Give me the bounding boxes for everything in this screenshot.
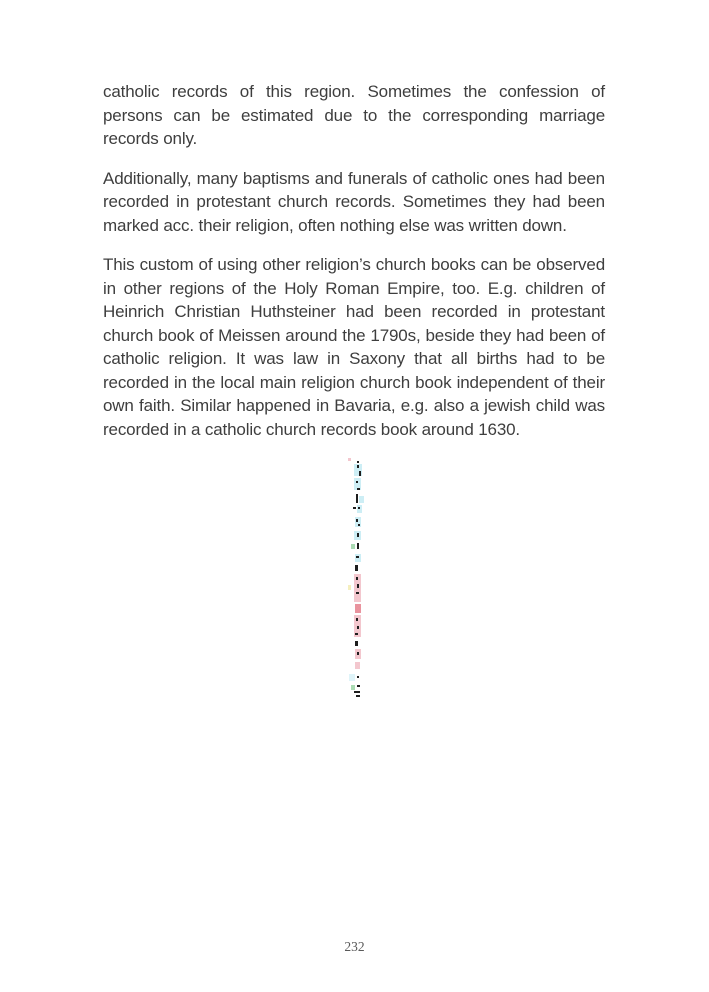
figure-pixel-mark <box>357 626 359 629</box>
figure-pixel-mark <box>356 556 359 558</box>
paragraph-3: This custom of using other religion’s church books can be observed in other regions of the Holy Roman Empire, too. E.g. children of Heinrich Christian Huthsteiner had been recorded in protestant church book of Meissen around the 1790s, beside they had been of catholic religion. It was law in Saxony that all births had to be recorded in the local main religion church book independent of their own faith. Similar happened in Bavaria, e.g. also a jewish child was recorded in a catholic church records book around 1630. <box>103 255 605 439</box>
figure-pixel-mark <box>357 465 359 468</box>
figure-pixel-mark <box>357 488 360 490</box>
figure-pixel-mark <box>355 565 358 571</box>
figure-pixel-mark <box>351 544 355 549</box>
figure-pixel-mark <box>358 524 360 526</box>
figure-pixel-mark <box>356 494 358 503</box>
figure-pixel-mark <box>356 592 359 594</box>
figure-pixel-mark <box>351 685 355 690</box>
figure-wrapper <box>103 457 605 697</box>
figure-pixel-mark <box>357 685 360 687</box>
figure-pixel-mark <box>357 584 359 588</box>
figure-pixel-mark <box>357 543 359 549</box>
figure-pixel-mark <box>353 507 356 509</box>
figure-pixel-mark <box>355 662 360 669</box>
figure-pixel-mark <box>348 458 351 461</box>
figure-pixel-mark <box>355 604 361 613</box>
figure-pixel-mark <box>348 585 351 590</box>
paragraph-1: catholic records of this region. Sometimes the confession of persons can be estimated due to the corresponding marriage records only. <box>103 82 605 148</box>
figure-pixel-mark <box>349 674 355 681</box>
figure-pixel-mark <box>359 471 361 476</box>
figure-pixel-mark <box>356 695 360 697</box>
figure-pixel-mark <box>357 533 359 537</box>
figure-pixel-mark <box>356 618 358 621</box>
paragraph-2: Additionally, many baptisms and funerals of catholic ones had been recorded in protestant church records. Sometimes they had been marked acc. their religion, often nothing else was written down. <box>103 168 605 235</box>
figure-pixel-mark <box>356 577 358 580</box>
page-number: 232 <box>344 939 365 954</box>
figure-pixel-mark <box>357 461 359 463</box>
text-block <box>103 80 605 697</box>
figure-pixel-mark <box>355 633 358 635</box>
figure-pixel-mark <box>358 507 360 509</box>
compressed-table-figure <box>348 457 366 697</box>
figure-pixel-mark <box>356 519 358 522</box>
figure-pixel-mark <box>354 691 360 693</box>
figure-pixel-mark <box>357 652 359 655</box>
figure-pixel-mark <box>357 676 359 678</box>
figure-pixel-mark <box>355 641 358 646</box>
figure-pixel-mark <box>359 496 364 503</box>
figure-pixel-mark <box>356 481 358 483</box>
